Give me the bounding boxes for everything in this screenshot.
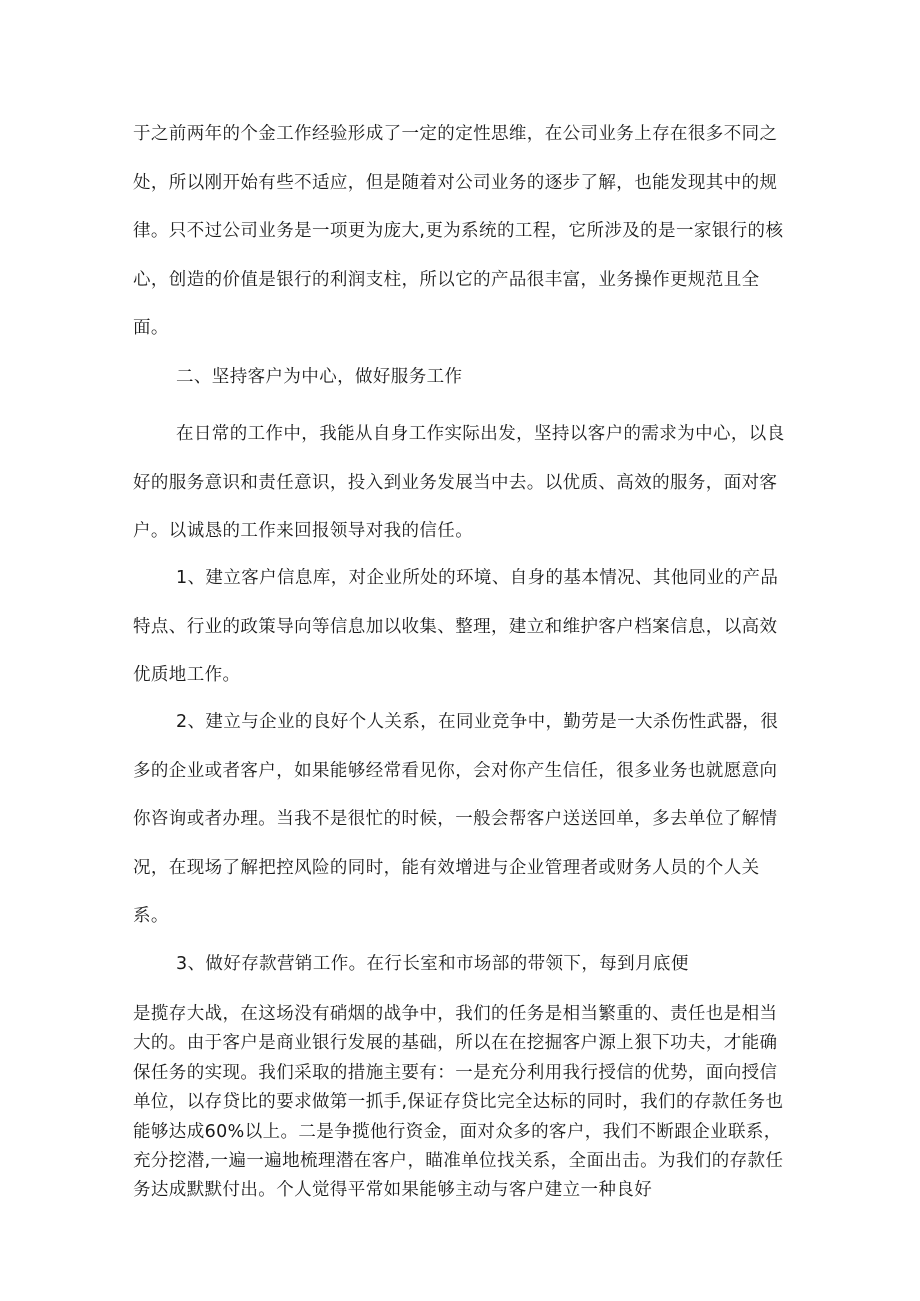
paragraph-service-attitude: 在日常的工作中，我能从自身工作实际出发，坚持以客户的需求为中心，以良好的服务意识和责任意识，投入到业务发展当中去。以优质、高效的服务，面对客户。以诚恳的工作来回报领导对我的信任。: [133, 424, 785, 541]
paragraph-item-3-deposit-marketing: 3、做好存款营销工作。在行长室和市场部的带领下，每到月底便: [176, 954, 689, 974]
paragraph-intro: 于之前两年的个金工作经验形成了一定的定性思维，在公司业务上存在很多不同之处，所以刚开始有些不适应，但是随着对公司业务的逐步了解，也能发现其中的规律。只不过公司业务是一项更为庞大,更为系统的工程，它所涉及的是一家银行的核心，创造的价值是银行的利润支柱，所以它的产品很丰富，业务操作更规范且全面。: [133, 124, 784, 338]
paragraph-item-2-personal-relations: 2、建立与企业的良好个人关系，在同业竞争中，勤劳是一大杀伤性武器，很多的企业或者客户，如果能够经常看见你，会对你产生信任，很多业务也就愿意向你咨询或者办理。当我不是很忙的时候，一般会帮客户送送回单，多去单位了解情况，在现场了解把控风险的同时，能有效增进与企业管理者或财务人员的个人关系。: [133, 712, 779, 926]
paragraph-item-1-customer-database: 1、建立客户信息库，对企业所处的环境、自身的基本情况、其他同业的产品特点、行业的政策导向等信息加以收集、整理，建立和维护客户档案信息，以高效优质地工作。: [133, 568, 779, 685]
section-heading-customer-centered: 二、坚持客户为中心，做好服务工作: [176, 367, 463, 387]
paragraph-deposit-campaign-details: 是揽存大战，在这场没有硝烟的战争中，我们的任务是相当繁重的、责任也是相当大的。由于客户是商业银行发展的基础，所以在在挖掘客户源上狠下功夫，才能确保任务的实现。我们采取的措施主要有：一是充分利用我行授信的优势，面向授信单位，以存贷比的要求做第一抓手,保证存贷比完全达标的同时，我们的存款任务也能够达成60%以上。二是争揽他行资金，面对众多的客户，我们不断跟企业联系，充分挖潜,一遍一遍地梳理潜在客户，瞄准单位找关系，全面出击。为我们的存款任务达成默默付出。个人觉得平常如果能够主动与客户建立一种良好: [133, 1004, 784, 1201]
